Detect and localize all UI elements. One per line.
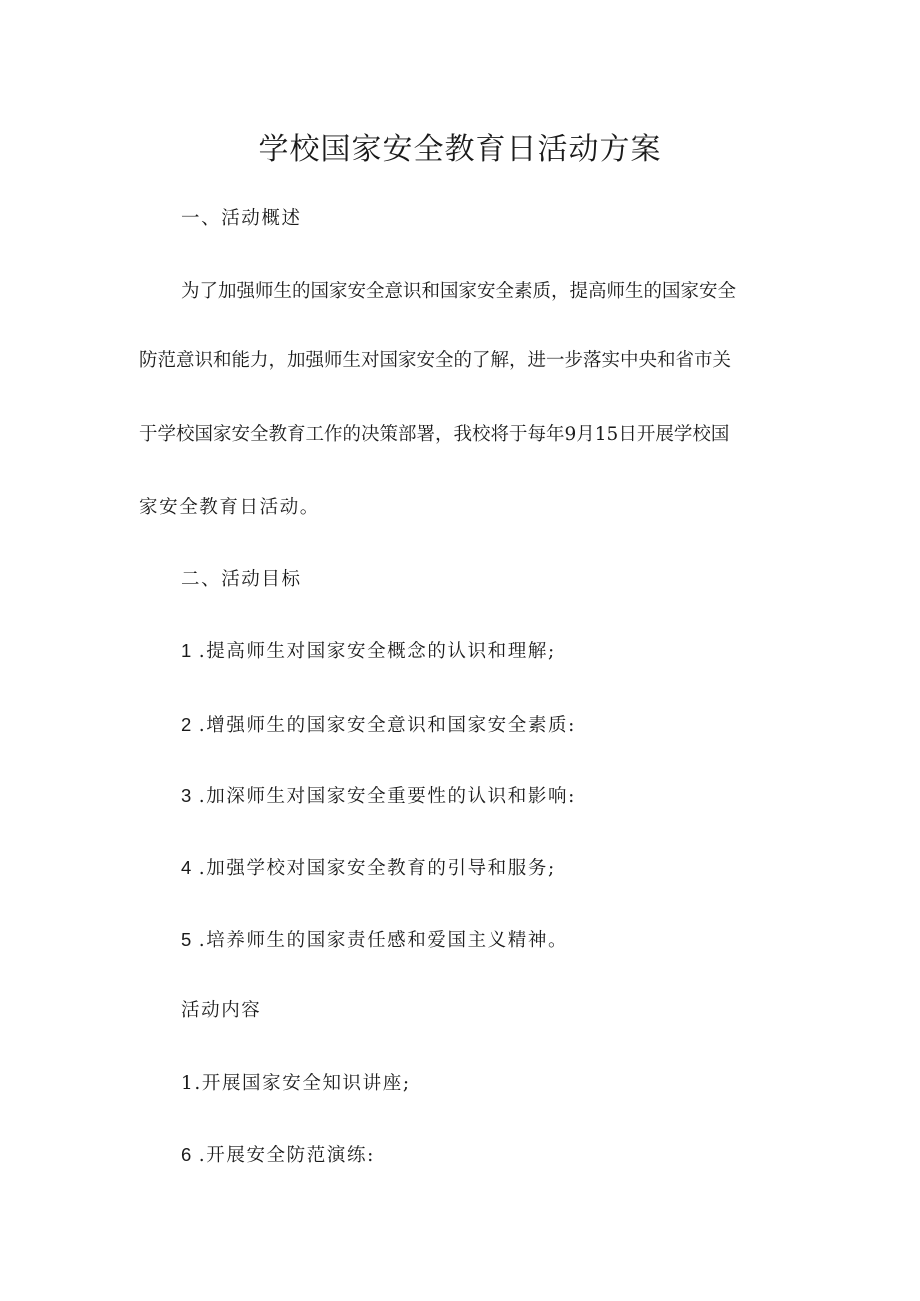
content-item-text: 1.开展国家安全知识讲座;: [181, 1073, 411, 1094]
goal-item-number: 5: [181, 929, 192, 950]
goal-item-text: .增强师生的国家安全意识和国家安全素质:: [198, 715, 576, 736]
section-heading-content: 活动内容: [181, 1000, 262, 1021]
document-title: 学校国家安全教育日活动方案: [258, 132, 662, 167]
overview-paragraph-line-3: 于学校国家安全教育工作的决策部署，我校将于每年9月15日开展学校国: [139, 424, 730, 445]
goal-item-text: .培养师生的国家责任感和爱国主义精神。: [198, 930, 569, 951]
goal-item-number: 4: [181, 857, 192, 878]
content-item-text: .开展安全防范演练:: [198, 1145, 375, 1166]
goal-item: [181, 711, 576, 740]
goal-item: [181, 854, 556, 883]
goal-item-number: 1: [181, 640, 192, 661]
overview-paragraph-line-4: 家安全教育日活动。: [139, 497, 320, 518]
goal-item: [181, 926, 568, 955]
content-item-number: 6: [181, 1144, 192, 1165]
goal-item-number: 3: [181, 785, 192, 806]
goal-item-text: .加强学校对国家安全教育的引导和服务;: [198, 858, 556, 879]
overview-paragraph-line-2: 防范意识和能力，加强师生对国家安全的了解，进一步落实中央和省市关: [139, 350, 732, 371]
content-item: [181, 1141, 375, 1170]
goal-item-text: .加深师生对国家安全重要性的认识和影响:: [198, 786, 576, 807]
content-item: [181, 1070, 411, 1098]
goal-item: [181, 782, 576, 811]
goal-item: [181, 637, 556, 666]
goal-item-text: .提高师生对国家安全概念的认识和理解;: [198, 641, 556, 662]
overview-paragraph-line-1: 为了加强师生的国家安全意识和国家安全素质，提高师生的国家安全: [181, 281, 737, 302]
section-heading-overview: 一、活动概述: [181, 208, 302, 229]
goal-item-number: 2: [181, 714, 192, 735]
section-heading-goals: 二、活动目标: [181, 569, 302, 590]
